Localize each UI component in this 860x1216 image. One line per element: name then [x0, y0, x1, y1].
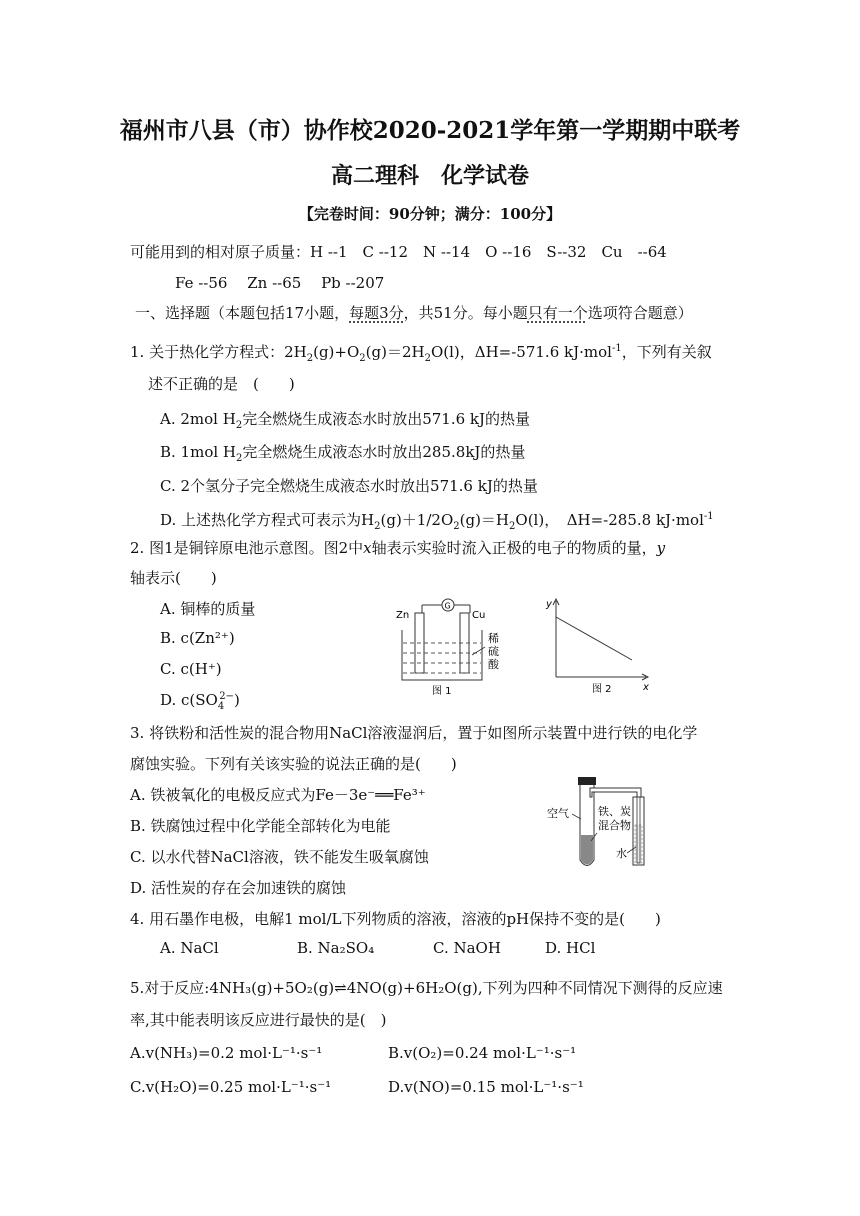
- q3-option-d[interactable]: D. 活性炭的存在会加速铁的腐蚀: [130, 879, 347, 897]
- stopper: [578, 777, 596, 785]
- q4-option-a[interactable]: A. NaCl: [160, 939, 219, 957]
- q4-option-c[interactable]: C. NaOH: [433, 939, 501, 957]
- water-column: [635, 825, 642, 863]
- section-1-heading: 一、选择题（本题包括17小题，每题3分，共51分。每小题只有一个选项符合题意）: [135, 304, 693, 322]
- svg-text:图 1: 图 1: [432, 686, 452, 697]
- q3-option-c[interactable]: C. 以水代替NaCl溶液，铁不能发生吸氧腐蚀: [130, 848, 429, 866]
- emphasis-dots-2: 只有一个: [527, 304, 588, 322]
- exam-subtitle: 高二理科 化学试卷: [330, 163, 529, 189]
- q1-option-c[interactable]: C. 2个氢分子完全燃烧生成液态水时放出571.6 kJ的热量: [160, 477, 538, 495]
- q1-option-a[interactable]: A. 2mol $H_2$完全燃烧生成液态水时放出571.6 kJ的热量: [160, 410, 531, 431]
- q2-option-c[interactable]: C. c(H⁺): [160, 660, 222, 678]
- exam-info: 【完卷时间：90分钟；满分：100分】: [298, 205, 562, 223]
- atomic-mass-line-1: 可能用到的相对原子质量：H --1 C --12 N --14 O --16 S--32 Cu --64: [130, 243, 667, 261]
- svg-text:空气: 空气: [547, 807, 569, 820]
- q3-option-b[interactable]: B. 铁腐蚀过程中化学能全部转化为电能: [130, 817, 391, 835]
- svg-text:Cu: Cu: [472, 610, 486, 621]
- svg-text:混合物: 混合物: [598, 819, 631, 832]
- atomic-mass-line-2: Fe --56 Zn --65 Pb --207: [175, 274, 385, 292]
- svg-text:图 2: 图 2: [592, 684, 612, 695]
- q1-option-d[interactable]: D. 上述热化学方程式可表示为$H_2(g)+1/2O_2(g)=H_2O(l)$， ΔH=-285.8 kJ·mol$^{-1}$: [160, 511, 714, 532]
- connecting-tube: [590, 788, 641, 797]
- q5-option-d[interactable]: D.v(NO)=0.15 mol·L⁻¹·s⁻¹: [388, 1078, 584, 1096]
- svg-text:硫: 硫: [488, 645, 499, 658]
- q4-option-b[interactable]: B. Na₂SO₄: [297, 939, 375, 957]
- svg-text:G: G: [444, 601, 451, 611]
- svg-text:y: y: [546, 599, 552, 610]
- q3-stem: 3. 将铁粉和活性炭的混合物用NaCl溶液湿润后，置于如图所示装置中进行铁的电化学: [130, 724, 698, 742]
- q4-option-d[interactable]: D. HCl: [545, 939, 596, 957]
- iron-carbon-mix: [581, 835, 593, 865]
- q5-stem-line-2: 率,其中能表明该反应进行最快的是( ): [130, 1011, 387, 1029]
- q1-stem: 1. 关于热化学方程式：$2H_2(g)+O_2(g)=2H_2O(l)$，ΔH=-571.6 kJ·mol$^{-1}$，下列有关叙: [130, 343, 712, 364]
- svg-text:Zn: Zn: [396, 610, 410, 621]
- q3-option-a[interactable]: A. 铁被氧化的电极反应式为Fe－3e⁻══Fe³⁺: [130, 786, 426, 804]
- svg-text:稀: 稀: [488, 632, 499, 645]
- exam-title: 福州市八县（市）协作校2020-2021学年第一学期期中联考: [119, 117, 741, 144]
- decreasing-line: [556, 617, 632, 660]
- q5-option-c[interactable]: C.v(H₂O)=0.25 mol·L⁻¹·s⁻¹: [130, 1078, 332, 1096]
- q2-option-d[interactable]: D. $c(SO_4^{2-})$: [160, 691, 240, 712]
- q4-stem: 4. 用石墨作电极，电解1 mol/L下列物质的溶液，溶液的pH保持不变的是( ): [130, 910, 661, 928]
- q2-stem-line-2: 轴表示( ): [130, 569, 217, 587]
- svg-text:铁、炭: 铁、炭: [598, 805, 631, 818]
- q2-option-b[interactable]: B. c(Zn²⁺): [160, 629, 235, 647]
- emphasis-dots-1: 每题3分: [349, 304, 404, 322]
- q1-option-b[interactable]: B. 1mol $H_2$完全燃烧生成液态水时放出285.8kJ的热量: [160, 443, 526, 464]
- svg-text:水: 水: [616, 847, 627, 860]
- q2-option-a[interactable]: A. 铜棒的质量: [160, 600, 256, 618]
- figure-1-galvanic-cell: [392, 595, 512, 700]
- q3-stem-line-2: 腐蚀实验。下列有关该实验的说法正确的是( ): [130, 755, 457, 773]
- svg-text:酸: 酸: [488, 658, 499, 671]
- q5-option-a[interactable]: A.v(NH₃)=0.2 mol·L⁻¹·s⁻¹: [130, 1044, 323, 1062]
- q2-stem: 2. 图1是铜锌原电池示意图。图2中x轴表示实验时流入正极的电子的物质的量，y: [130, 539, 666, 557]
- svg-text:x: x: [643, 682, 649, 693]
- q1-stem-line-2: 述不正确的是 ( ): [148, 375, 295, 393]
- q5-option-b[interactable]: B.v(O₂)=0.24 mol·L⁻¹·s⁻¹: [388, 1044, 577, 1062]
- q5-stem: 5.对于反应:4NH₃(g)+5O₂(g)⇌4NO(g)+6H₂O(g),下列为四种不同情况下测得的反应速: [130, 979, 723, 997]
- figure-3-apparatus: [545, 775, 660, 875]
- figure-2-graph: [542, 593, 654, 700]
